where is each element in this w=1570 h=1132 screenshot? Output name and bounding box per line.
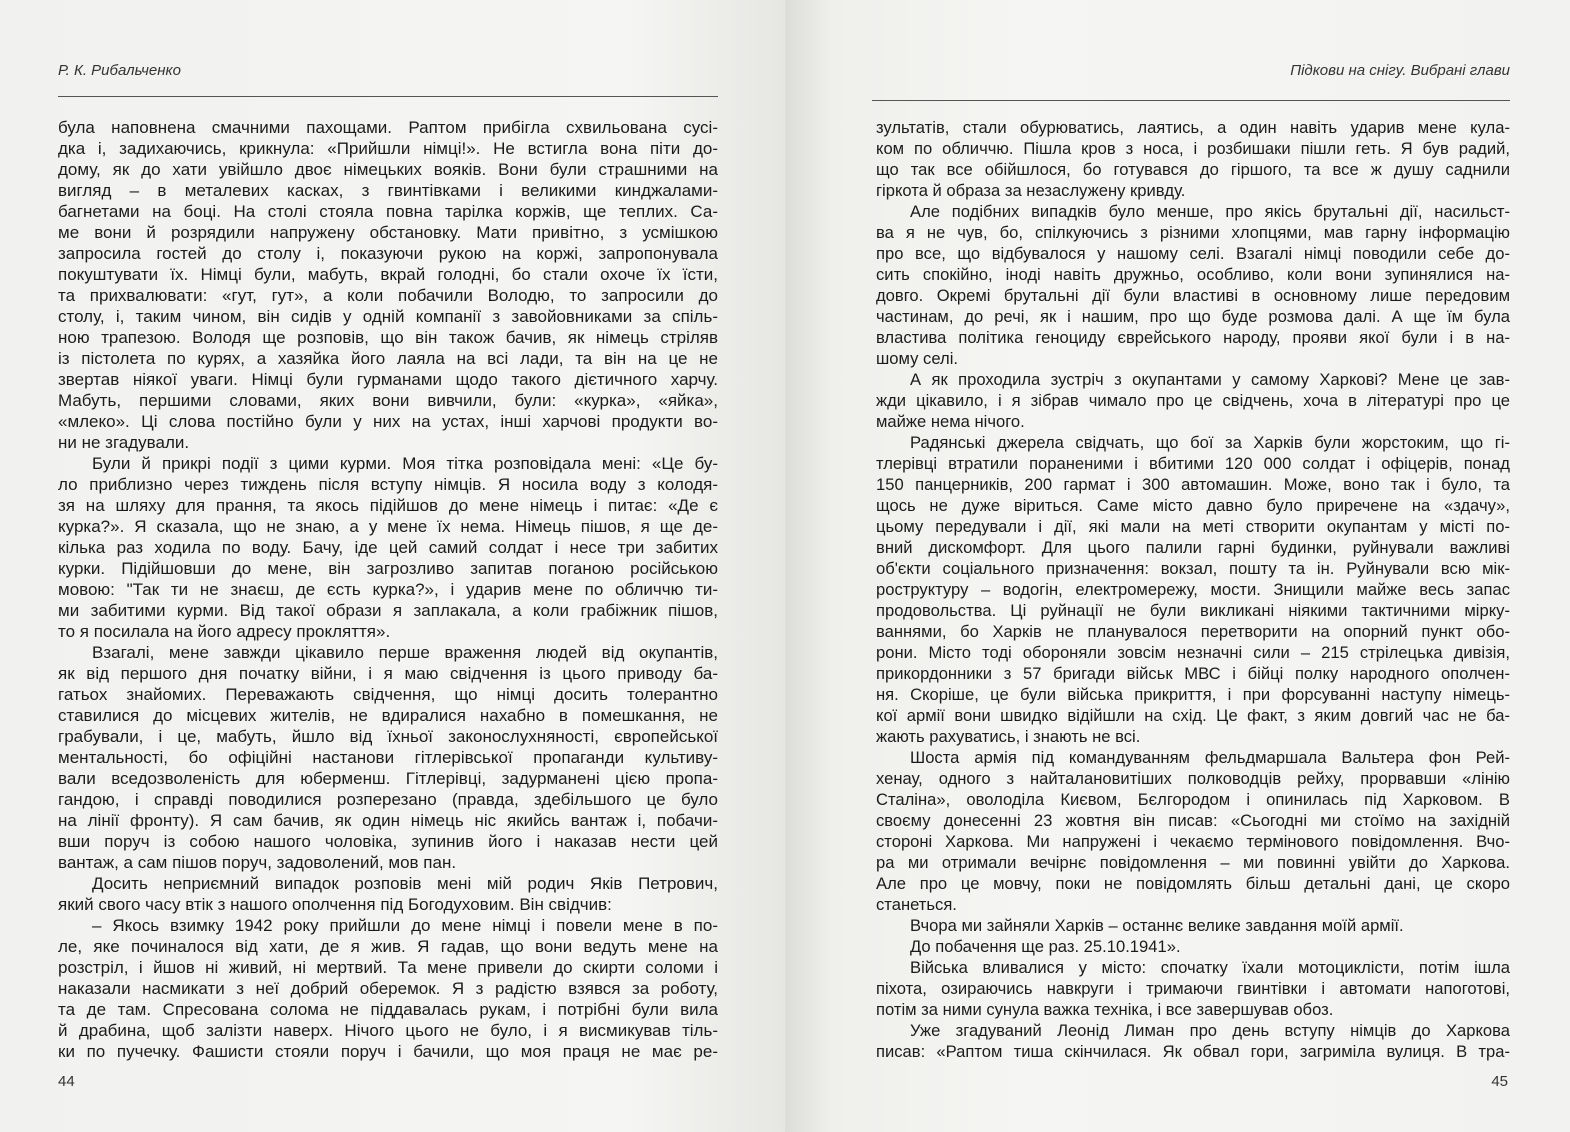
paragraph [876, 369, 1510, 432]
text-line: До побачення ще раз. 25.10.1941». [910, 937, 1181, 956]
text-line: ною трапезою. Володя ще розповів, що він також бачив, як німець стріляв [58, 328, 718, 347]
text-line: курки. Підійшовши до мене, він загрозливо запитав поганою російською [58, 559, 718, 578]
text-line: «млеко». Ці слова постійно були у них на устах, інші харчові продукти во- [58, 412, 718, 431]
text-line: хенау, одного з найталановитіших полководців рейху, прорвавши «лінію [876, 769, 1510, 788]
text-line: ки по пучечку. Фашисти стояли поруч і бачили, що моя праця не має ре- [58, 1042, 718, 1061]
paragraph [58, 642, 718, 873]
text-line: своєму донесенні 23 жовтня він писав: «Сьогодні ми стоїмо на західній [876, 811, 1510, 830]
paragraph [876, 957, 1510, 1020]
text-line: кілька раз ходила по воду. Бачу, іде цей самий солдат і несе три забитих [58, 538, 718, 557]
text-line: гандою, і справді поводилися розперезано (правда, здебільшого це було [58, 790, 718, 809]
body-text [58, 117, 718, 1062]
text-line: ком по обличчю. Пішла кров з носа, і розбишаки пішли геть. Я був радий, [876, 139, 1510, 158]
text-line: мовою: "Так ти не знаєш, де єсть курка?», і ударив мене по обличчю ти- [58, 580, 718, 599]
running-head-title: Підкови на снігу. Вибрані глави [1290, 62, 1510, 79]
text-line: та де там. Спресована солома не піддавалась рукам, і потрібні були вила [58, 1000, 718, 1019]
text-line: Але про це мовчу, поки не повідомлять більш детальні дані, це скоро [876, 874, 1510, 893]
text-line: вши поруч із собою нашого чоловіка, зупинив його і наказав нести цей [58, 832, 718, 851]
text-line: піхота, озираючись навкруги і тримаючи гвинтівки і автомати напоготові, [876, 979, 1510, 998]
text-line: – Якось взимку 1942 року прийшли до мене німці і повели мене в по- [92, 916, 718, 935]
running-head-author: Р. К. Рибальченко [58, 62, 181, 79]
body-text [876, 117, 1510, 1062]
text-line: Взагалі, мене завжди цікавило перше враження людей від окупантів, [92, 643, 718, 662]
text-line: рони. Місто тоді обороняли зовсім незначні сили – 215 стрілецька дивізія, [876, 643, 1510, 662]
text-line: й драбина, щоб залізти наверх. Нічого цього не було, і я висмикував тіль- [58, 1021, 718, 1040]
text-line: ставилися до місцевих жителів, не вдиралися нахабно в помешкання, не [58, 706, 718, 725]
text-line: А як проходила зустріч з окупантами у самому Харкові? Мене це зав- [910, 370, 1510, 389]
text-line: курка?». Я сказала, що не знаю, а у мене їх нема. Німець пішов, я ще де- [58, 517, 718, 536]
text-line: Війська вливалися у місто: спочатку їхали мотоциклісти, потім ішла [910, 958, 1510, 977]
text-line: ментальності, бо офіційні настанови гітлерівської пропаганди культиву- [58, 748, 718, 767]
text-line: об'єкти соціального призначення: вокзал, пошту та ін. Руйнували всю мік- [876, 559, 1510, 578]
paragraph [876, 747, 1510, 915]
text-line: вантаж, а сам пішов поруч, задоволений, мов пан. [58, 853, 457, 872]
text-line: Досить неприємний випадок розповів мені мій родич Яків Петрович, [92, 874, 718, 893]
text-line: із пістолета по курях, а хазяйка його лаяла на всі лади, та він на це не [58, 349, 718, 368]
paragraph [58, 453, 718, 642]
paragraph [876, 201, 1510, 369]
text-line: зя на шляху для прання, та якось підійшов до мене німець і питає: «Де є [58, 496, 718, 515]
text-line: дому, як до хати увійшло двоє німецьких вояків. Вони були страшними на [58, 160, 718, 179]
text-line: жають рахуватись, і знають не всі. [876, 727, 1141, 746]
text-line: ра ми отримали вечірнє повідомлення – ми повинні увійти до Харкова. [876, 853, 1510, 872]
text-line: вали вседозволеність для юберменш. Гітлерівці, задурманені цією пропа- [58, 769, 718, 788]
text-line: гатьох знайомих. Переважають свідчення, що німці досить толерантно [58, 685, 718, 704]
paragraph [876, 432, 1510, 747]
text-line: була наповнена смачними пахощами. Раптом прибігла схвильована сусі- [58, 118, 718, 137]
text-line: наказали насмикати з неї добрий оберемок. Я з радістю взявся за роботу, [58, 979, 718, 998]
text-line: дка і, задихаючись, крикнула: «Прийшли німці!». Не встигла вона піти до- [58, 139, 718, 158]
text-line: гіркота й образа за незаслужену кривду. [876, 181, 1186, 200]
text-line: довго. Окремі брутальні дії були властиві в основному лише передовим [876, 286, 1510, 305]
paragraph [876, 117, 1510, 201]
text-line: стороні Харкова. Ми напружені і чекаємо термінового повідомлення. Вчо- [876, 832, 1510, 851]
paragraph [876, 915, 1510, 936]
text-line: який свого часу втік з нашого ополчення під Богодуховим. Він свідчив: [58, 895, 612, 914]
text-line: властива політика геноциду єврейського народу, прояви якої були і в на- [876, 328, 1510, 347]
text-line: про все, що відбувалося у нашому селі. Взагалі німці поводили себе до- [876, 244, 1510, 263]
text-line: багнетами на боці. На столі стояла повна тарілка коржів, ще теплих. Са- [58, 202, 718, 221]
text-line: ло приблизно через тиждень після вступу німців. Я носила воду з колодя- [58, 475, 718, 494]
text-line: прикордонники з 57 бригади військ МВС і бійці полку народного ополчен- [876, 664, 1510, 683]
page-number: 45 [1491, 1073, 1508, 1090]
text-line: писав: «Раптом тиша скінчилася. Як обвал гори, загриміла вулиця. В тра- [876, 1042, 1510, 1061]
text-line: шому селі. [876, 349, 958, 368]
text-line: Радянські джерела свідчать, що бої за Харків були жорстоким, що гі- [910, 433, 1510, 452]
text-line: та прихвалювати: «гут, гут», а коли побачили Володю, то запросили до [58, 286, 718, 305]
text-line: щось не дуже віриться. Саме місто давно було приречене на «здачу», [876, 496, 1510, 515]
text-line: роструктуру – водогін, електромережу, мости. Знищили майже весь запас [876, 580, 1510, 599]
header-rule [58, 96, 718, 97]
text-line: вний дискомфорт. Для цього палили гарні будинки, руйнували важливі [876, 538, 1510, 557]
text-line: то я посилала на його адресу прокляття». [58, 622, 391, 641]
text-line: станеться. [876, 895, 957, 914]
text-line: розстріл, і йшов ні живий, ні мертвий. Та мене привели до скирти соломи і [58, 958, 718, 977]
text-line: ле, яке починалося від хати, де я жив. Я гадав, що вони ведуть мене на [58, 937, 718, 956]
text-line: майже нема нічого. [876, 412, 1025, 431]
text-line: як від першого дня початку війни, і я маю свідчення із цього приводу ба- [58, 664, 718, 683]
text-line: ме вони й розрядили напружену обстановку. Мати привітно, з усмішкою [58, 223, 718, 242]
text-line: сить спокійно, іноді навіть дружньо, особливо, коли вони зупинялися на- [876, 265, 1510, 284]
text-line: потім за ними сунула важка техніка, і все завершував обоз. [876, 1000, 1334, 1019]
text-line: продовольства. Ці руйнації не були викликані ніякими тактичними мірку- [876, 601, 1510, 620]
text-line: запросила гостей до столу і, показуючи рукою на коржі, запропонувала [58, 244, 718, 263]
text-line: Уже згадуваний Леонід Лиман про день вступу німців до Харкова [910, 1021, 1510, 1040]
text-line: на лінії фронту). Я сам бачив, як один німець ніс якийсь вантаж і, побачи- [58, 811, 718, 830]
text-line: 150 панцерників, 200 гармат і 300 автомашин. Може, воно так і було, та [876, 475, 1510, 494]
text-line: ня. Скоріше, це були війська прикриття, і при форсуванні наступу німець- [876, 685, 1510, 704]
right-page [785, 0, 1570, 1132]
text-line: Вчора ми зайняли Харків – останнє велике завдання моїй армії. [910, 916, 1404, 935]
text-line: Мабуть, першими словами, яких вони вивчили, були: «курка», «яйка», [58, 391, 718, 410]
paragraph [58, 117, 718, 453]
text-line: вигляд – в металевих касках, з гвинтівками і великими кинджалами- [58, 181, 718, 200]
paragraph [876, 936, 1510, 957]
text-line: цьому передували і дії, які мали на меті створити окупантам у місті по- [876, 517, 1510, 536]
text-line: звертав ніякої уваги. Німці були гурманами щодо такого дієтичного харчу. [58, 370, 718, 389]
text-line: ни не згадували. [58, 433, 190, 452]
text-line: Шоста армія під командуванням фельдмаршала Вальтера фон Рей- [910, 748, 1510, 767]
text-line: що так все обійшлося, бо готувався до гіршого, та все ж душу саднили [876, 160, 1510, 179]
text-line: грабували, і це, мабуть, йшло від їхньої законослухняності, європейської [58, 727, 718, 746]
text-line: частинам, до речі, як і нашим, про що буде розмова далі. А ще їм була [876, 307, 1510, 326]
text-line: жди цікавило, і я зібрав чимало про це свідчень, хоча в літературі про це [876, 391, 1510, 410]
text-line: покуштувати їх. Німці були, мабуть, вкрай голодні, бо стали охоче їх їсти, [58, 265, 718, 284]
text-line: ми забитими курми. Від такої образи я заплакала, а коли грабіжник пішов, [58, 601, 718, 620]
text-line: ваннями, бо Харків не планувалося перетворити на опорний пункт обо- [876, 622, 1510, 641]
paragraph [876, 1020, 1510, 1062]
text-line: столу, і, таким чином, він сидів у одній компанії з завойовниками за спіль- [58, 307, 718, 326]
text-line: Сталіна», оволоділа Києвом, Бєлгородом і опинилась під Харковом. В [876, 790, 1510, 809]
text-line: Були й прикрі події з цими курми. Моя тітка розповідала мені: «Це бу- [92, 454, 718, 473]
text-line: Але подібних випадків було менше, про якісь брутальні дії, насильст- [910, 202, 1510, 221]
text-line: кої армії вони швидко відійшли на схід. Це факт, з яким довгий час не ба- [876, 706, 1510, 725]
text-line: ва я не чув, бо, спілкуючись з різними хлопцями, мав гарну інформацію [876, 223, 1510, 242]
paragraph [58, 873, 718, 915]
text-line: тлерівці втратили пораненими і вбитими 120 000 солдат і офіцерів, понад [876, 454, 1510, 473]
page-number: 44 [58, 1073, 75, 1090]
text-line: зультатів, стали обурюватись, лаятись, а один навіть ударив мене кула- [876, 118, 1510, 137]
header-rule [872, 100, 1510, 101]
paragraph [58, 915, 718, 1062]
